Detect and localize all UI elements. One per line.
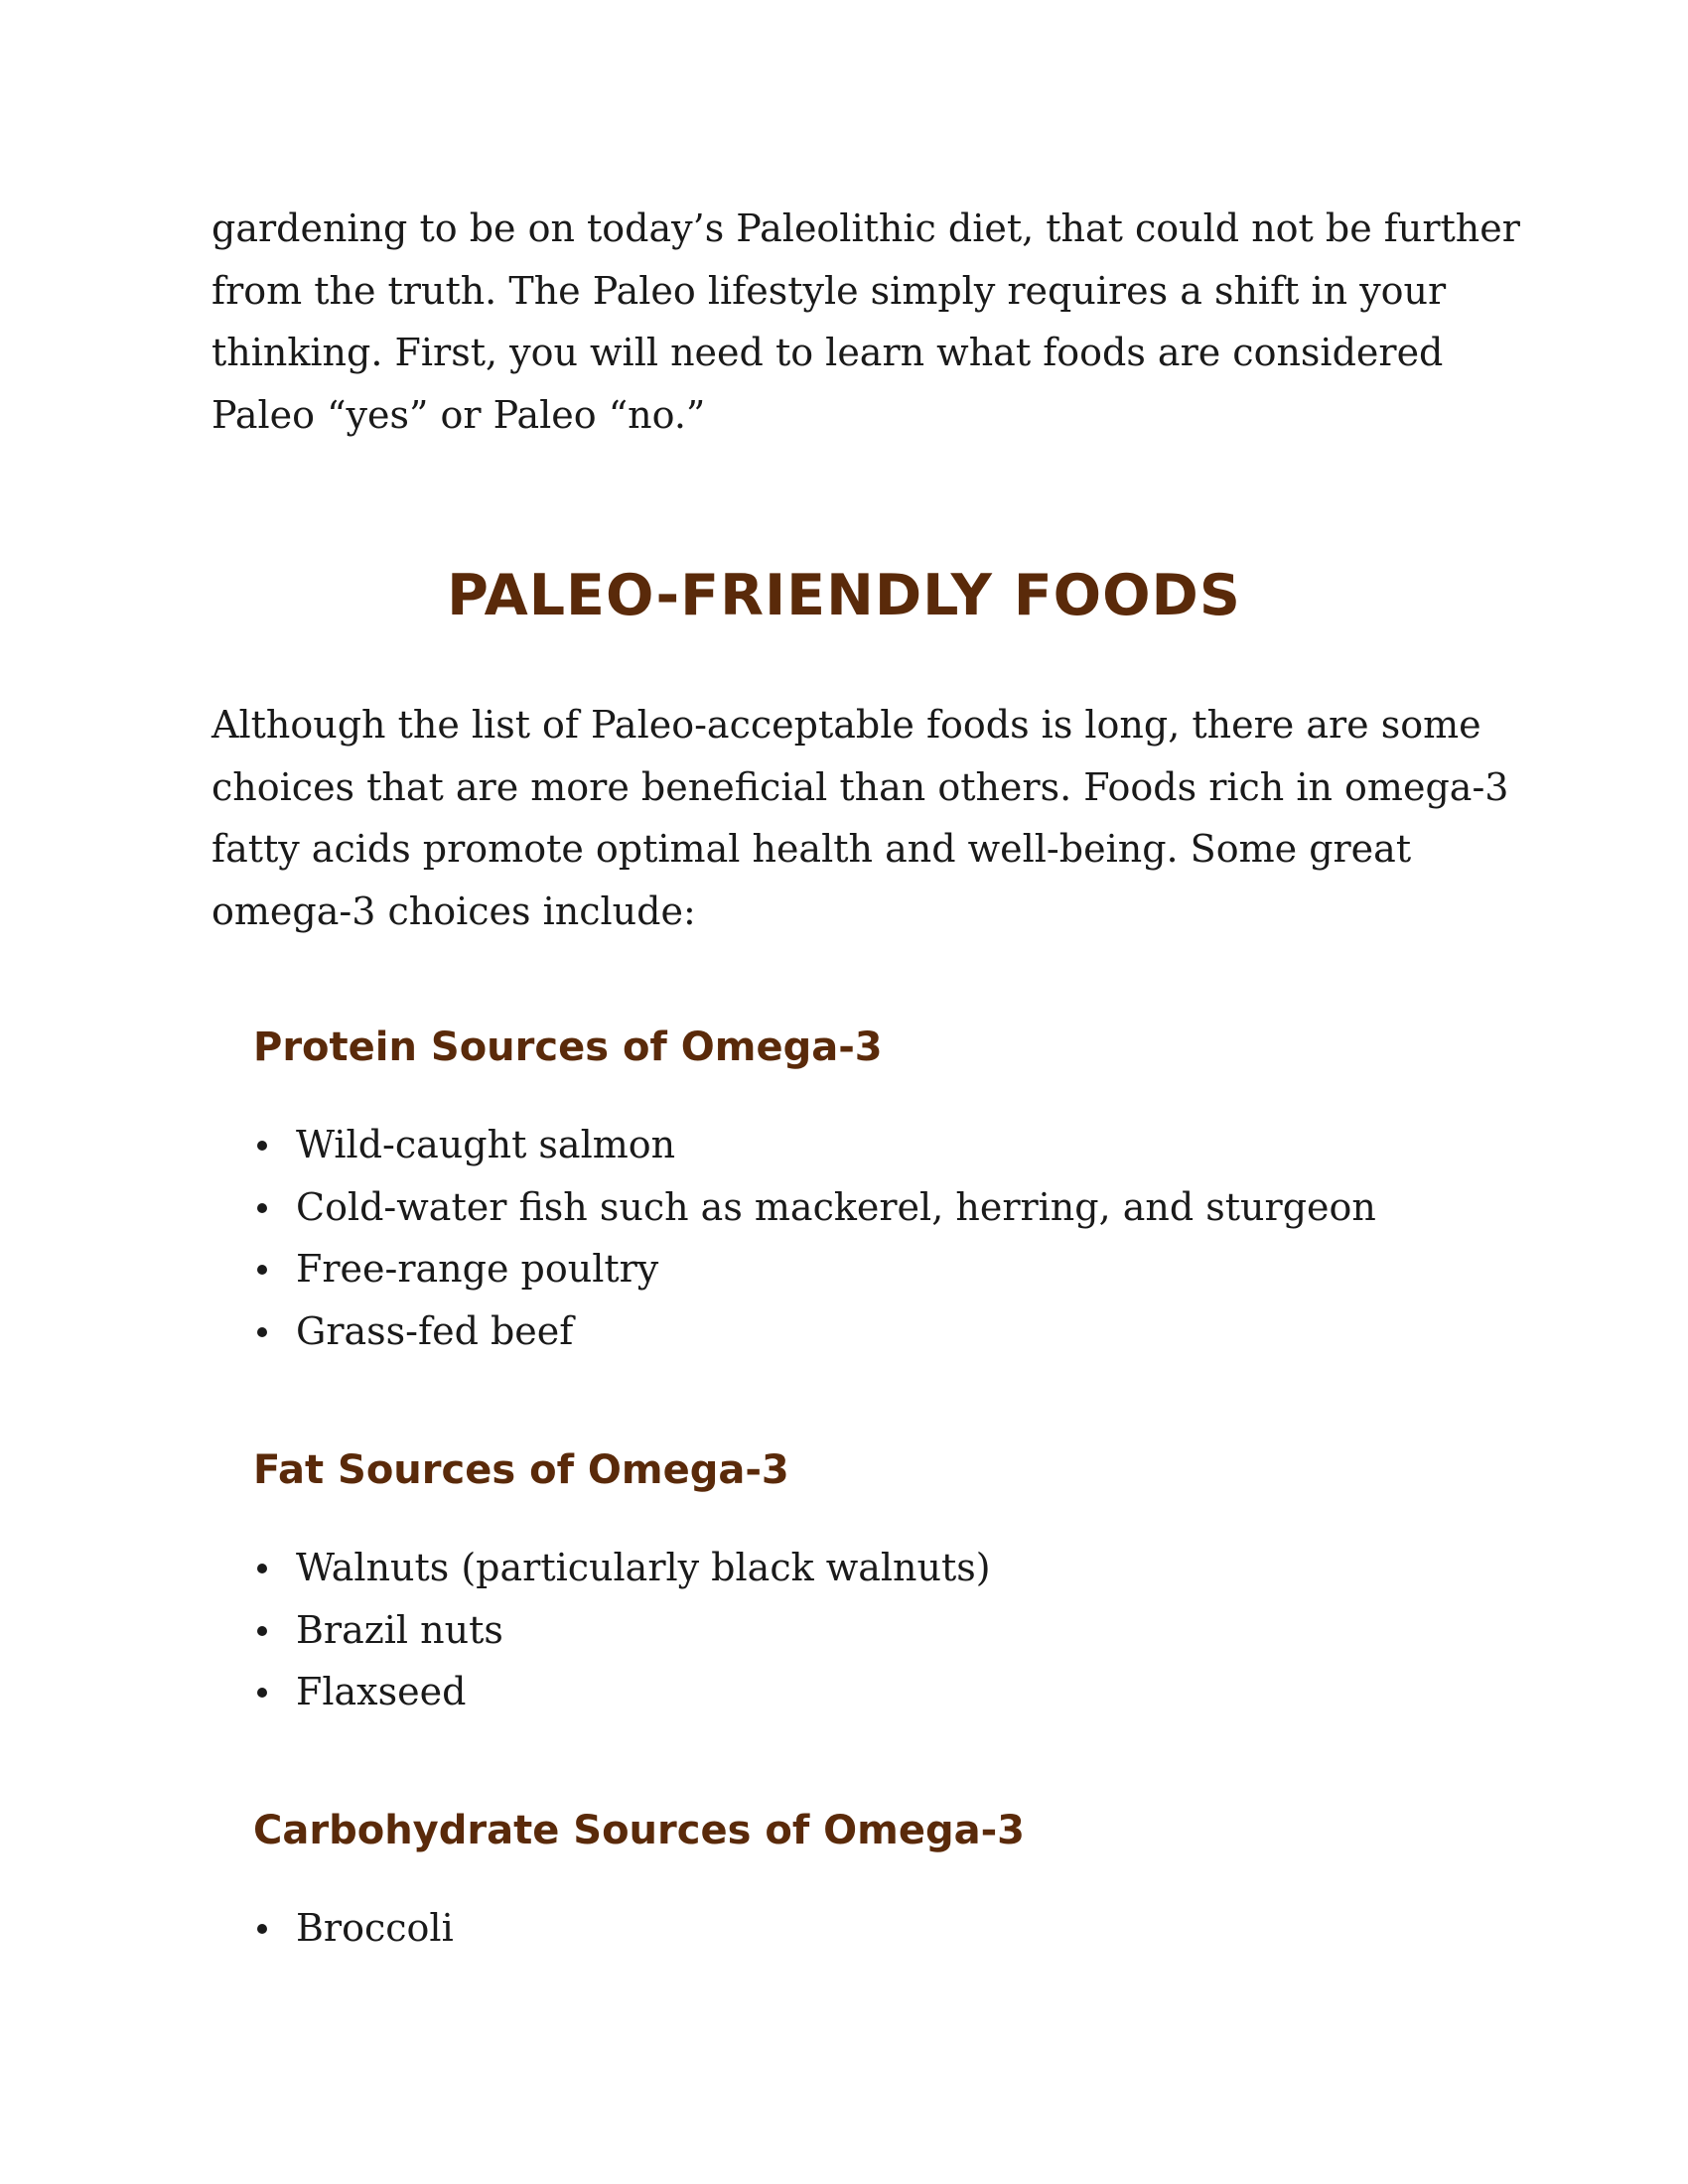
- fat-sources-heading: Fat Sources of Omega-3: [253, 1447, 789, 1493]
- list-item: [253, 1537, 1544, 1599]
- list-item-text: Walnuts (particularly black walnuts): [296, 1546, 991, 1589]
- list-item-text: Wild-caught salmon: [296, 1123, 676, 1166]
- list-item: [253, 1661, 1544, 1723]
- list-item-text: Grass-fed beef: [296, 1308, 574, 1353]
- list-item-text: Broccoli: [296, 1906, 454, 1950]
- list-item: [253, 1599, 1544, 1662]
- paragraph-line: Although the list of Paleo-acceptable foods is long, there are some: [211, 703, 1481, 747]
- list-item: [253, 1114, 1544, 1176]
- bullet-icon: [257, 1141, 267, 1151]
- fat-sources-list: [253, 1537, 1544, 1723]
- list-item-text: Cold-water fish such as mackerel, herring, and sturgeon: [296, 1184, 1376, 1229]
- intro-paragraph: [211, 198, 1520, 446]
- list-item: [253, 1897, 1544, 1960]
- list-item-text: Free-range poultry: [296, 1247, 659, 1291]
- bullet-icon: [257, 1265, 267, 1275]
- list-item: [253, 1238, 1544, 1300]
- section-paragraph: [211, 694, 1509, 942]
- list-item: [253, 1300, 1544, 1363]
- carbohydrate-sources-list: [253, 1897, 1544, 1960]
- protein-sources-list: [253, 1114, 1544, 1362]
- protein-sources-heading: Protein Sources of Omega-3: [253, 1024, 883, 1070]
- bullet-icon: [257, 1327, 267, 1337]
- section-title: PALEO-FRIENDLY FOODS: [447, 563, 1241, 628]
- bullet-icon: [257, 1688, 267, 1698]
- bullet-icon: [257, 1924, 267, 1934]
- paragraph-line: Paleo “yes” or Paleo “no.”: [211, 392, 706, 437]
- paragraph-line: gardening to be on today’s Paleolithic diet, that could not be further: [211, 206, 1520, 250]
- paragraph-line: fatty acids promote optimal health and well-being. Some great: [211, 827, 1412, 871]
- bullet-icon: [257, 1564, 267, 1573]
- bullet-icon: [257, 1203, 267, 1213]
- paragraph-line: omega-3 choices include:: [211, 888, 696, 933]
- list-item-text: Flaxseed: [296, 1670, 467, 1713]
- paragraph-line: from the truth. The Paleo lifestyle simply requires a shift in your: [211, 268, 1447, 313]
- paragraph-line: choices that are more beneficial than others. Foods rich in omega-3: [211, 764, 1509, 809]
- list-item-text: Brazil nuts: [296, 1607, 503, 1652]
- list-item: [253, 1176, 1544, 1239]
- bullet-icon: [257, 1626, 267, 1636]
- carbohydrate-sources-heading: Carbohydrate Sources of Omega-3: [253, 1808, 1026, 1853]
- paragraph-line: thinking. First, you will need to learn what foods are considered: [211, 331, 1444, 374]
